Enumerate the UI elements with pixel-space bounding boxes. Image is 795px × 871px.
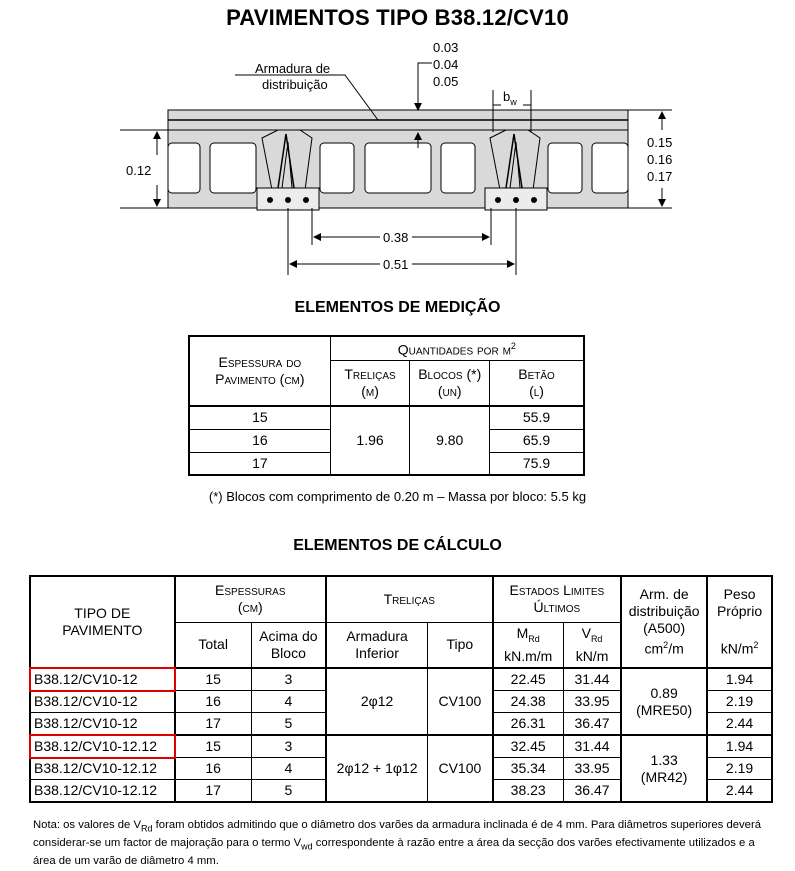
betao-cell: 75.9 xyxy=(490,452,584,475)
dim-038-label: 0.38 xyxy=(383,230,409,245)
peso-cell: 2.19 xyxy=(707,691,772,713)
arm-cell: 1.33 (MR42) xyxy=(621,735,707,802)
mrd-cell: 38.23 xyxy=(493,780,564,803)
col-acima-header: Acima do Bloco xyxy=(251,622,326,668)
tipo-cell: B38.12/CV10-12 xyxy=(30,713,175,736)
acima-cell: 5 xyxy=(251,713,326,736)
col-quantidades-header: Quantidades por $m^2$ xyxy=(330,336,584,360)
acima-cell: 5 xyxy=(251,780,326,803)
col-vrd-header: $V_{Rd}$ kN/m xyxy=(563,622,621,668)
arm-cell: 0.89 (MRE50) xyxy=(621,668,707,735)
armadura-label-1: Armadura de xyxy=(255,61,331,76)
col-total-header: Total xyxy=(175,622,252,668)
vrd-cell: 31.44 xyxy=(563,668,621,691)
top-thickness-2: 0.04 xyxy=(433,57,459,72)
table-row xyxy=(30,735,772,758)
calculo-table xyxy=(29,575,773,803)
peso-cell: 2.19 xyxy=(707,758,772,780)
mrd-cell: 35.34 xyxy=(493,758,564,780)
col-mrd-header: $M_{Rd}$ kN.m/m xyxy=(493,622,564,668)
cross-section-drawing xyxy=(0,30,795,280)
mrd-cell: 26.31 xyxy=(493,713,564,736)
vrd-cell: 33.95 xyxy=(563,691,621,713)
medicao-footnote: (*) Blocos com comprimento de 0.20 m – Massa por bloco: 5.5 kg xyxy=(208,489,587,504)
thickness-cell: 15 xyxy=(189,406,330,429)
right-height-2: 0.16 xyxy=(647,152,673,167)
thickness-cell: 16 xyxy=(189,429,330,452)
vrd-cell: 36.47 xyxy=(563,713,621,736)
col-betao-header: Betão (l) xyxy=(490,360,584,406)
calculo-heading: ELEMENTOS DE CÁLCULO xyxy=(293,537,502,554)
tipo-cell: B38.12/CV10-12.12 xyxy=(30,780,175,803)
trelicas-value: 1.96 xyxy=(330,406,410,475)
mrd-cell: 32.45 xyxy=(493,735,564,758)
left-height-label: 0.12 xyxy=(126,163,152,178)
dim-051-label: 0.51 xyxy=(383,257,409,272)
tipo-cell-highlighted: B38.12/CV10-12 xyxy=(30,668,175,691)
blocos-value: 9.80 xyxy=(410,406,490,475)
col-armadura-header: Armadura Inferior xyxy=(326,622,428,668)
col-estados-header: Estados Limites Últimos xyxy=(493,576,622,622)
tipo-cell: B38.12/CV10-12.12 xyxy=(30,758,175,780)
tipo-cell: B38.12/CV10-12 xyxy=(30,691,175,713)
col-trelicas-header: Treliças (m) xyxy=(330,360,410,406)
peso-cell: 1.94 xyxy=(707,668,772,691)
acima-cell: 3 xyxy=(251,668,326,691)
total-cell: 15 xyxy=(175,668,252,691)
mrd-cell: 24.38 xyxy=(493,691,564,713)
col-peso-header: Peso Próprio $kN/m^2$ xyxy=(707,576,772,668)
betao-cell: 65.9 xyxy=(490,429,584,452)
vrd-cell: 36.47 xyxy=(563,780,621,803)
total-cell: 16 xyxy=(175,758,252,780)
calculo-note: Nota: os valores de $V_{Rd}$ foram obtidos admitindo que o diâmetro dos varões da armadura inclinada é de 4 mm. Para diâmetros superiores deverá considerar-se um factor de majoração para o termo $V_{wd}$ correspondente à razão entre a área da secção dos varões efectivamente utilizados e a área de um varão de diâmetro 4 mm. xyxy=(33,819,762,867)
right-height-3: 0.17 xyxy=(647,169,673,184)
acima-cell: 3 xyxy=(251,735,326,758)
col-trelicas-header: Treliças xyxy=(326,576,493,622)
total-cell: 16 xyxy=(175,691,252,713)
vrd-cell: 31.44 xyxy=(563,735,621,758)
mrd-cell: 22.45 xyxy=(493,668,564,691)
betao-cell: 55.9 xyxy=(490,406,584,429)
acima-cell: 4 xyxy=(251,691,326,713)
block-cells xyxy=(168,143,628,193)
tipo-trelica-cell: CV100 xyxy=(428,735,493,802)
armadura-cell: 2φ12 xyxy=(326,668,428,735)
page-title: PAVIMENTOS TIPO B38.12/CV10 xyxy=(226,5,569,30)
col-tipo-header: Tipo xyxy=(428,622,493,668)
peso-cell: 1.94 xyxy=(707,735,772,758)
acima-cell: 4 xyxy=(251,758,326,780)
armadura-cell: 2φ12 + 1φ12 xyxy=(326,735,428,802)
total-cell: 17 xyxy=(175,713,252,736)
thickness-cell: 17 xyxy=(189,452,330,475)
tipo-trelica-cell: CV100 xyxy=(428,668,493,735)
peso-cell: 2.44 xyxy=(707,713,772,736)
col-arm-header: Arm. de distribuição (A500) $cm^2/m$ xyxy=(621,576,707,668)
peso-cell: 2.44 xyxy=(707,780,772,803)
col-espessura-header: Espessura do Pavimento (cm) xyxy=(189,336,330,406)
tipo-cell-highlighted: B38.12/CV10-12.12 xyxy=(30,735,175,758)
bw-label: $b_w$ xyxy=(503,89,517,107)
vrd-cell: 33.95 xyxy=(563,758,621,780)
col-espessuras-header: Espessuras (cm) xyxy=(175,576,326,622)
top-thickness-3: 0.05 xyxy=(433,74,459,89)
armadura-label-2: distribuição xyxy=(262,77,328,92)
top-thickness-1: 0.03 xyxy=(433,40,459,55)
right-height-1: 0.15 xyxy=(647,135,673,150)
col-tipo-pavimento-header: TIPO DE PAVIMENTO xyxy=(30,576,175,668)
col-blocos-header: Blocos (*) (un) xyxy=(410,360,490,406)
table-row xyxy=(30,668,772,691)
total-cell: 17 xyxy=(175,780,252,803)
medicao-table xyxy=(188,335,585,476)
medicao-heading: ELEMENTOS DE MEDIÇÃO xyxy=(294,299,501,316)
total-cell: 15 xyxy=(175,735,252,758)
